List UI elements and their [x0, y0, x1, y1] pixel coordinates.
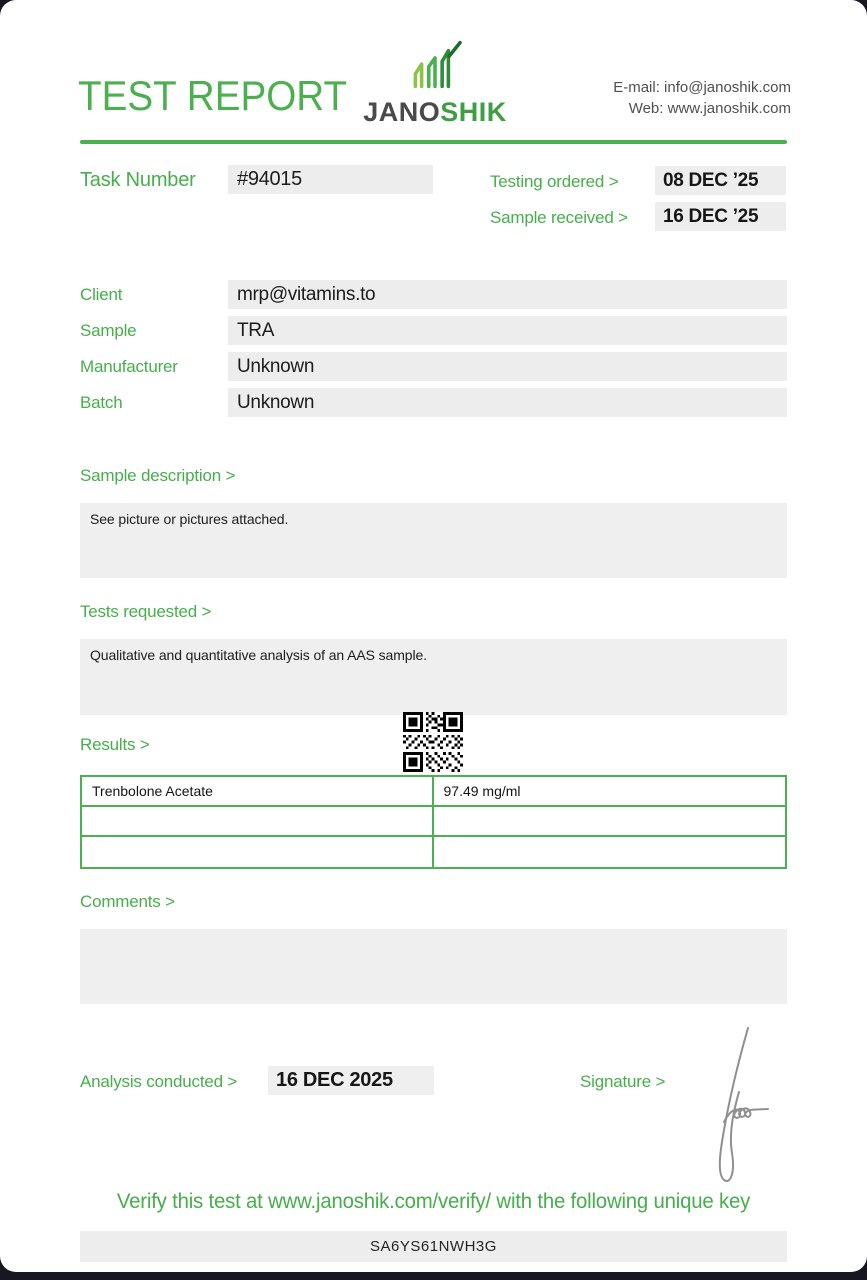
manufacturer-value: Unknown [237, 356, 315, 377]
task-number-value: #94015 [237, 168, 302, 190]
logo-wordmark [358, 97, 512, 128]
result-amount-cell [434, 837, 786, 867]
results-label: Results > [80, 735, 150, 754]
testing-ordered-box [655, 166, 786, 195]
result-substance-cell [82, 837, 434, 867]
signature-image [688, 1022, 780, 1190]
sample-value: TRA [237, 320, 275, 341]
client-label: Client [80, 285, 123, 304]
logo [358, 40, 512, 128]
result-amount-cell: 97.49 mg/ml [434, 777, 786, 807]
verify-text: Verify this test at www.janoshik.com/verify/ with the following unique key [116, 1190, 751, 1213]
logo-word-left: JANO [363, 97, 441, 127]
manufacturer-box [228, 352, 787, 381]
header-divider [80, 140, 787, 144]
page-title: TEST REPORT [78, 72, 348, 119]
unique-key: SA6YS61NWH3G [80, 1231, 787, 1262]
batch-label: Batch [80, 393, 123, 412]
client-box [228, 280, 787, 309]
batch-box [228, 388, 787, 417]
client-value: mrp@vitamins.to [237, 284, 376, 305]
sample-description-box: See picture or pictures attached. [80, 503, 787, 578]
tests-requested-box: Qualitative and quantitative analysis of an AAS sample. [80, 639, 787, 715]
testing-ordered-value: 08 DEC ’25 [663, 170, 759, 191]
sample-received-value: 16 DEC ’25 [663, 206, 759, 227]
analysis-conducted-box [268, 1066, 434, 1095]
task-number-box [228, 165, 433, 194]
comments-box [80, 929, 787, 1004]
tests-requested-label: Tests requested > [80, 602, 212, 621]
result-substance-cell [82, 807, 434, 837]
contact-web: Web: www.janoshik.com [628, 100, 791, 117]
sample-label: Sample [80, 321, 137, 340]
signature-label: Signature > [580, 1072, 666, 1091]
batch-value: Unknown [237, 392, 315, 413]
results-table [80, 775, 787, 869]
sample-received-box [655, 202, 786, 231]
contact-info [613, 77, 791, 119]
testing-ordered-label: Testing ordered > [490, 172, 619, 191]
comments-label: Comments > [80, 892, 175, 911]
manufacturer-label: Manufacturer [80, 357, 178, 376]
result-substance-cell: Trenbolone Acetate [82, 777, 434, 807]
sample-description-label: Sample description > [80, 466, 236, 485]
logo-word-right: SHIK [440, 97, 507, 127]
logo-chart-icon [402, 40, 468, 90]
qr-code [403, 712, 463, 772]
contact-email: E-mail: info@janoshik.com [613, 79, 791, 96]
task-number-label: Task Number [80, 169, 196, 191]
sample-received-label: Sample received > [490, 208, 628, 227]
analysis-conducted-label: Analysis conducted > [80, 1072, 238, 1091]
analysis-conducted-value: 16 DEC 2025 [276, 1069, 393, 1091]
result-amount-cell [434, 807, 786, 837]
sample-box [228, 316, 787, 345]
